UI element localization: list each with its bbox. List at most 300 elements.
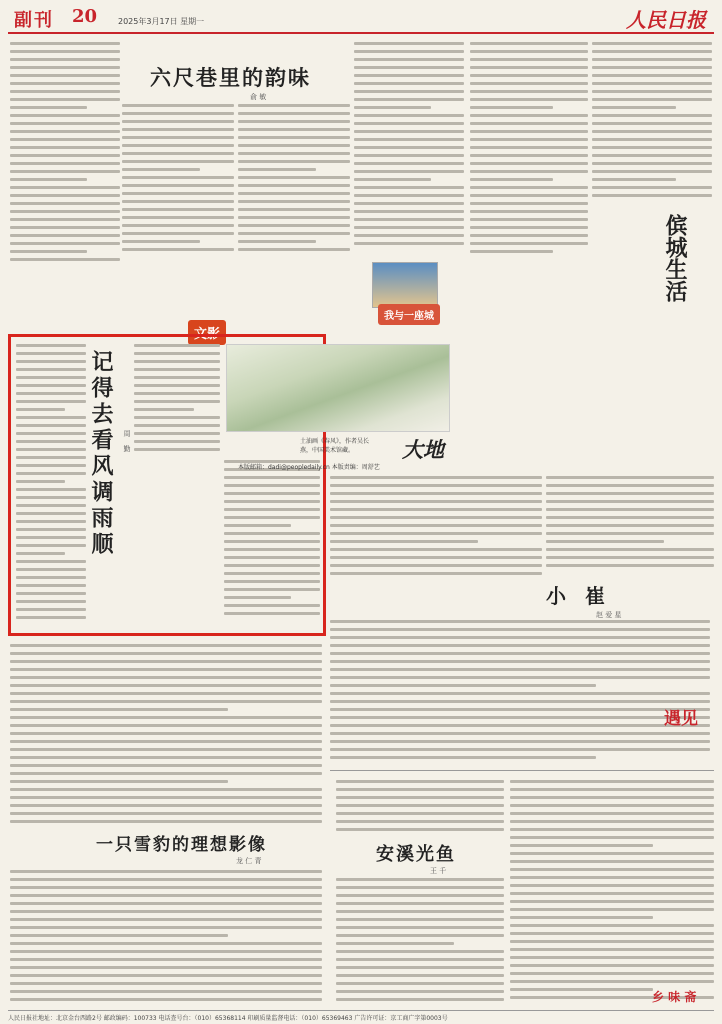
text-line	[16, 520, 86, 523]
text-line	[16, 496, 86, 499]
text-line	[10, 724, 322, 727]
text-line	[16, 376, 86, 379]
text-line	[10, 138, 120, 141]
text-line	[354, 122, 464, 125]
text-line	[510, 900, 714, 903]
text-line	[470, 42, 588, 45]
text-line	[546, 476, 714, 479]
text-line	[330, 516, 542, 519]
text-line	[224, 532, 320, 535]
text-line	[134, 424, 220, 427]
text-line	[592, 122, 712, 125]
text-line	[510, 924, 714, 927]
text-line	[510, 828, 714, 831]
column-text-jide-1	[16, 344, 86, 624]
text-line	[238, 160, 350, 163]
text-line	[510, 780, 714, 783]
text-line	[10, 162, 120, 165]
text-line	[16, 488, 86, 491]
text-line	[470, 226, 588, 229]
text-line	[330, 572, 542, 575]
city-photo	[372, 262, 438, 308]
text-line	[510, 868, 714, 871]
text-line	[330, 652, 710, 655]
text-line	[16, 352, 86, 355]
article-title-anxi: 安溪光鱼	[376, 844, 456, 865]
text-line	[592, 186, 712, 189]
text-line	[122, 160, 234, 163]
text-line	[10, 796, 322, 799]
text-line	[134, 432, 220, 435]
text-line	[336, 804, 504, 807]
column-text-bottomleft	[10, 644, 322, 828]
text-line	[10, 146, 120, 149]
text-line	[224, 556, 320, 559]
text-line	[10, 788, 322, 791]
text-line	[122, 208, 234, 211]
text-line	[470, 186, 588, 189]
text-line	[10, 950, 322, 953]
text-line	[10, 772, 322, 775]
text-line	[546, 500, 714, 503]
column-text-topleft	[10, 42, 120, 266]
text-line	[122, 232, 234, 235]
text-line	[10, 692, 322, 695]
text-line	[336, 966, 504, 969]
text-line	[10, 668, 322, 671]
text-line	[122, 168, 200, 171]
text-line	[10, 894, 322, 897]
text-line	[16, 392, 86, 395]
text-line	[10, 106, 87, 109]
text-line	[470, 218, 588, 221]
text-line	[16, 432, 86, 435]
text-line	[238, 200, 350, 203]
text-line	[238, 216, 350, 219]
text-line	[510, 956, 714, 959]
text-line	[330, 724, 710, 727]
text-line	[16, 472, 86, 475]
text-line	[224, 476, 320, 479]
text-line	[354, 130, 464, 133]
text-line	[16, 360, 86, 363]
text-line	[336, 828, 504, 831]
text-line	[510, 972, 714, 975]
text-line	[510, 908, 714, 911]
text-line	[470, 162, 588, 165]
text-line	[354, 106, 431, 109]
text-line	[10, 130, 120, 133]
text-line	[470, 202, 588, 205]
text-line	[10, 50, 120, 53]
divider	[330, 770, 714, 771]
text-line	[354, 114, 464, 117]
text-line	[122, 112, 234, 115]
text-line	[122, 176, 234, 179]
text-line	[330, 668, 710, 671]
text-line	[592, 130, 712, 133]
text-line	[330, 524, 542, 527]
text-line	[470, 66, 588, 69]
text-line	[592, 90, 712, 93]
text-line	[10, 974, 322, 977]
text-line	[134, 344, 220, 347]
text-line	[336, 918, 504, 921]
text-line	[330, 644, 710, 647]
text-line	[546, 492, 714, 495]
text-line	[354, 186, 464, 189]
text-line	[16, 416, 86, 419]
text-line	[10, 202, 120, 205]
text-line	[330, 708, 710, 711]
text-line	[238, 184, 350, 187]
text-line	[546, 548, 714, 551]
text-line	[122, 240, 200, 243]
text-line	[330, 548, 542, 551]
text-line	[224, 540, 320, 543]
text-line	[238, 136, 350, 139]
text-line	[16, 568, 86, 571]
text-line	[330, 748, 710, 751]
text-line	[16, 448, 86, 451]
text-line	[134, 392, 220, 395]
column-text-liuchi-2	[238, 104, 350, 256]
text-line	[16, 384, 86, 387]
text-line	[510, 884, 714, 887]
text-line	[10, 226, 120, 229]
text-line	[546, 556, 714, 559]
text-line	[10, 90, 120, 93]
column-text-right	[592, 42, 712, 202]
text-line	[592, 194, 712, 197]
logo-yujian: 遇见	[664, 709, 698, 729]
text-line	[224, 500, 320, 503]
text-line	[16, 616, 86, 619]
section-name: 副刊	[14, 10, 54, 31]
text-line	[10, 242, 120, 245]
text-line	[16, 424, 86, 427]
text-line	[16, 576, 86, 579]
text-line	[510, 940, 714, 943]
text-line	[122, 144, 234, 147]
text-line	[10, 186, 120, 189]
text-line	[134, 448, 220, 451]
text-line	[330, 564, 542, 567]
text-line	[134, 376, 220, 379]
text-line	[224, 572, 320, 575]
logo-xiangwei: 乡 味 斋	[652, 990, 697, 1004]
text-line	[10, 114, 120, 117]
text-line	[546, 532, 714, 535]
text-line	[510, 796, 714, 799]
text-line	[16, 400, 86, 403]
text-line	[592, 74, 712, 77]
text-line	[470, 114, 588, 117]
text-line	[16, 344, 86, 347]
text-line	[10, 250, 87, 253]
text-line	[470, 138, 588, 141]
text-line	[510, 852, 714, 855]
text-line	[592, 146, 712, 149]
text-line	[134, 400, 220, 403]
text-line	[10, 780, 228, 783]
text-line	[592, 66, 712, 69]
text-line	[354, 90, 464, 93]
text-line	[122, 200, 234, 203]
text-line	[10, 998, 322, 1001]
text-line	[592, 98, 712, 101]
text-line	[10, 740, 322, 743]
painting-caption: 土油画《春风》，作者吴长燕，中国美术馆藏。	[300, 438, 370, 454]
text-line	[592, 138, 712, 141]
text-line	[470, 178, 553, 181]
column-text-mid-right	[470, 42, 588, 258]
text-line	[134, 416, 220, 419]
text-line	[330, 692, 710, 695]
text-line	[16, 552, 65, 555]
painting-image	[226, 344, 450, 432]
text-line	[10, 764, 322, 767]
text-line	[16, 592, 86, 595]
text-line	[330, 532, 542, 535]
page-footer: 人民日报社地址：北京金台西路2号 邮政编码：100733 电话查号台：（010）65368114 印刷质量监督电话：（010）65369463 广告许可证：京工商广字第0003号	[8, 1010, 714, 1022]
text-line	[336, 780, 504, 783]
text-line	[354, 98, 464, 101]
text-line	[238, 240, 316, 243]
text-line	[336, 934, 504, 937]
text-line	[16, 440, 86, 443]
column-text-xiaocui-3	[330, 620, 710, 764]
text-line	[10, 804, 322, 807]
text-line	[592, 42, 712, 45]
text-line	[16, 512, 86, 515]
text-line	[546, 524, 714, 527]
text-line	[16, 408, 65, 411]
text-line	[10, 676, 322, 679]
text-line	[510, 844, 653, 847]
column-text-xuebao	[10, 870, 322, 1006]
text-line	[354, 170, 464, 173]
text-line	[10, 910, 322, 913]
text-line	[10, 934, 228, 937]
text-line	[354, 154, 464, 157]
text-line	[10, 660, 322, 663]
text-line	[238, 120, 350, 123]
text-line	[10, 652, 322, 655]
text-line	[10, 58, 120, 61]
text-line	[354, 234, 464, 237]
text-line	[330, 620, 710, 623]
text-line	[510, 980, 714, 983]
text-line	[510, 812, 714, 815]
text-line	[224, 604, 320, 607]
text-line	[470, 58, 588, 61]
column-text-liuchi-1	[122, 104, 234, 256]
column-text-jide-3	[224, 460, 320, 620]
text-line	[354, 162, 464, 165]
column-text-liuchi-3	[354, 42, 464, 250]
text-line	[330, 660, 710, 663]
text-line	[592, 170, 712, 173]
text-line	[134, 408, 194, 411]
article-title-xuebao: 一只雪豹的理想影像	[96, 835, 267, 855]
text-line	[470, 210, 588, 213]
text-line	[134, 440, 220, 443]
text-line	[354, 66, 464, 69]
text-line	[546, 540, 664, 543]
text-line	[330, 492, 542, 495]
article-title-xiaocui: 小 崔	[546, 584, 611, 608]
text-line	[224, 580, 320, 583]
text-line	[330, 484, 542, 487]
text-line	[238, 168, 316, 171]
text-line	[224, 524, 291, 527]
text-line	[510, 916, 653, 919]
text-line	[16, 368, 86, 371]
text-line	[238, 112, 350, 115]
column-text-anxi-2	[336, 878, 504, 1006]
text-line	[10, 902, 322, 905]
text-line	[16, 456, 86, 459]
article-author-liuchi: 俞 敏	[250, 93, 267, 101]
text-line	[546, 564, 714, 567]
article-author-anxi: 王 千	[430, 867, 447, 875]
text-line	[470, 90, 588, 93]
text-line	[224, 588, 320, 591]
text-line	[134, 352, 220, 355]
text-line	[336, 998, 504, 1001]
text-line	[10, 700, 322, 703]
text-line	[336, 894, 504, 897]
text-line	[510, 948, 714, 951]
text-line	[470, 234, 588, 237]
text-line	[238, 176, 350, 179]
text-line	[10, 684, 322, 687]
text-line	[224, 548, 320, 551]
text-line	[354, 226, 464, 229]
text-line	[592, 154, 712, 157]
text-line	[10, 708, 228, 711]
text-line	[336, 878, 504, 881]
text-line	[470, 170, 588, 173]
text-line	[336, 942, 454, 945]
text-line	[330, 756, 596, 759]
text-line	[134, 368, 220, 371]
text-line	[238, 104, 350, 107]
text-line	[16, 480, 65, 483]
text-line	[10, 42, 120, 45]
text-line	[336, 788, 504, 791]
text-line	[10, 644, 322, 647]
text-line	[470, 106, 553, 109]
text-line	[330, 700, 710, 703]
text-line	[134, 384, 220, 387]
text-line	[336, 910, 504, 913]
text-line	[354, 50, 464, 53]
text-line	[330, 556, 542, 559]
text-line	[330, 636, 710, 639]
text-line	[336, 990, 504, 993]
text-line	[470, 242, 588, 245]
text-line	[10, 732, 322, 735]
text-line	[224, 564, 320, 567]
text-line	[238, 128, 350, 131]
text-line	[16, 608, 86, 611]
issue-date: 2025年3月17日 星期一	[118, 17, 205, 26]
text-line	[592, 178, 676, 181]
text-line	[330, 676, 710, 679]
text-line	[16, 560, 86, 563]
text-line	[336, 974, 504, 977]
page-number: 20	[72, 6, 98, 27]
text-line	[354, 58, 464, 61]
text-line	[336, 902, 504, 905]
text-line	[238, 208, 350, 211]
text-line	[330, 508, 542, 511]
text-line	[470, 250, 553, 253]
text-line	[592, 82, 712, 85]
article-title-jide: 记得去看风调雨顺	[88, 350, 114, 558]
text-line	[10, 958, 322, 961]
column-text-xiaocui-1	[330, 476, 542, 580]
text-line	[470, 74, 588, 77]
text-line	[224, 492, 320, 495]
text-line	[16, 464, 86, 467]
text-line	[224, 508, 320, 511]
text-line	[336, 796, 504, 799]
column-text-jide-2	[134, 344, 220, 456]
text-line	[592, 50, 712, 53]
article-author-xuebao: 龙 仁 青	[236, 857, 262, 865]
column-text-anxi-3	[510, 780, 714, 1004]
text-line	[546, 516, 714, 519]
text-line	[354, 202, 464, 205]
article-title-liuchi: 六尺巷里的韵味	[150, 65, 311, 90]
text-line	[134, 360, 220, 363]
text-line	[330, 740, 710, 743]
text-line	[10, 748, 322, 751]
text-line	[16, 600, 86, 603]
text-line	[510, 820, 714, 823]
text-line	[470, 122, 588, 125]
text-line	[122, 120, 234, 123]
text-line	[238, 192, 350, 195]
text-line	[546, 508, 714, 511]
text-line	[122, 184, 234, 187]
text-line	[10, 210, 120, 213]
text-line	[122, 136, 234, 139]
text-line	[354, 194, 464, 197]
text-line	[238, 232, 350, 235]
text-line	[224, 484, 320, 487]
section-label-wenying: 文影	[188, 320, 226, 345]
text-line	[122, 224, 234, 227]
text-line	[10, 878, 322, 881]
text-line	[330, 684, 596, 687]
text-line	[470, 98, 588, 101]
text-line	[224, 596, 291, 599]
text-line	[10, 926, 322, 929]
text-line	[16, 536, 86, 539]
text-line	[10, 122, 120, 125]
text-line	[16, 528, 86, 531]
text-line	[510, 892, 714, 895]
text-line	[510, 836, 714, 839]
text-line	[470, 154, 588, 157]
text-line	[470, 194, 588, 197]
text-line	[354, 146, 464, 149]
text-line	[510, 876, 714, 879]
